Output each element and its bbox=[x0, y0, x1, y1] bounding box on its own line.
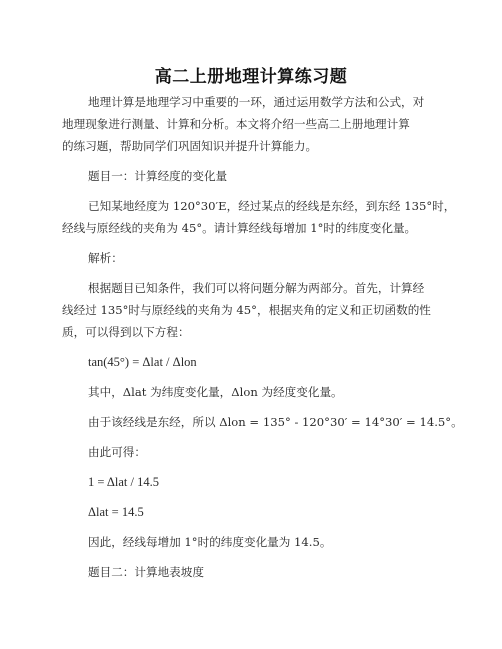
intro-line-1: 地理计算是地理学习中重要的一环，通过运用数学方法和公式，对 bbox=[88, 95, 425, 109]
variable-definition: 其中，Δlat 为纬度变化量，Δlon 为经度变化量。 bbox=[88, 385, 343, 399]
question-1-text-line-1: 已知某地经度为 120°30′E，经过某点的经线是东经，到东经 135°时， bbox=[88, 199, 456, 213]
question-1-text-line-2: 经线与原经线的夹角为 45°。请计算经线每增加 1°时的纬度变化量。 bbox=[62, 221, 417, 235]
formula-result: Δlat = 14.5 bbox=[88, 505, 144, 519]
question-2-heading: 题目二：计算地表坡度 bbox=[88, 565, 204, 579]
formula-tangent: tan(45°) = Δlat / Δlon bbox=[88, 355, 197, 369]
analysis-paragraph-line-1: 根据题目已知条件，我们可以将问题分解为两部分。首先，计算经 bbox=[88, 281, 425, 295]
longitude-difference: 由于该经线是东经，所以 Δlon = 135° - 120°30′ = 14°30′ = 14.5°。 bbox=[88, 415, 463, 429]
intro-line-3: 的练习题，帮助同学们巩固知识并提升计算能力。 bbox=[62, 139, 318, 153]
conclusion: 因此，经线每增加 1°时的纬度变化量为 14.5。 bbox=[88, 535, 332, 549]
analysis-label: 解析： bbox=[88, 251, 123, 265]
therefore-label: 由此可得： bbox=[88, 445, 146, 459]
question-1-heading: 题目一：计算经度的变化量 bbox=[88, 169, 228, 183]
analysis-paragraph-line-3: 质，可以得到以下方程： bbox=[62, 325, 190, 339]
page-title: 高二上册地理计算练习题 bbox=[154, 67, 348, 87]
analysis-paragraph-line-2: 线经过 135°时与原经线的夹角为 45°，根据夹角的定义和正切函数的性 bbox=[62, 303, 431, 317]
intro-line-2: 地理现象进行测量、计算和分析。本文将介绍一些高二上册地理计算 bbox=[62, 117, 410, 131]
formula-equation: 1 = Δlat / 14.5 bbox=[88, 475, 159, 489]
